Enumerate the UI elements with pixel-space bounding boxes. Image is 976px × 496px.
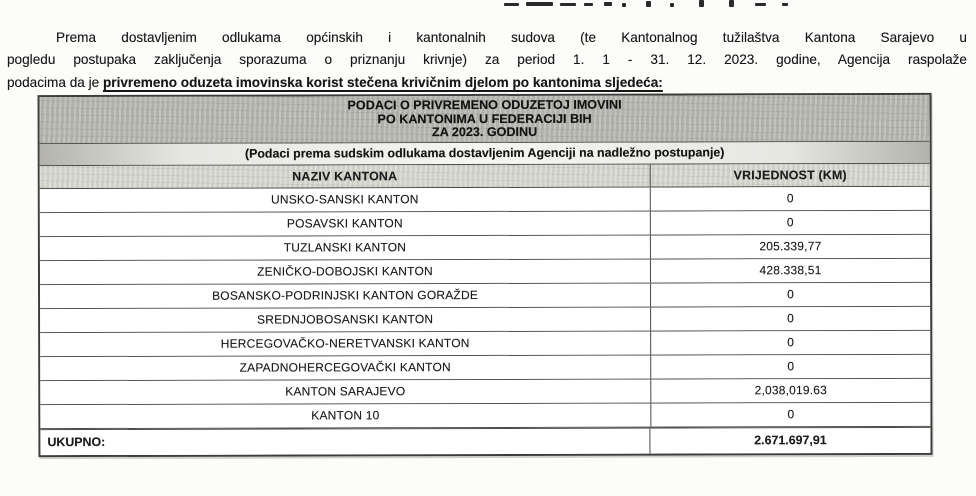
column-header-value: VRIJEDNOST (KM) <box>733 167 847 183</box>
canton-value-cell: 0 <box>786 191 794 206</box>
canton-value-cell: 0 <box>787 407 795 422</box>
canton-name-cell: BOSANSKO-PODRINJSKI KANTON GORAŽDE <box>40 283 651 308</box>
canton-name-cell: KANTON 10 <box>40 403 651 428</box>
canton-value-cell: 0 <box>786 215 794 230</box>
canton-value-cell: 0 <box>787 311 795 326</box>
paragraph-line-3-prefix: podacima da je <box>7 74 103 90</box>
table-row <box>40 331 930 357</box>
table-row <box>40 355 930 381</box>
cutoff-text-fragment <box>500 0 820 8</box>
table-row <box>40 379 930 405</box>
canton-name-cell: HERCEGOVAČKO-NERETVANSKI KANTON <box>40 331 651 356</box>
seized-assets-table <box>38 93 933 457</box>
paragraph-line-1: Prema dostavljenim odlukama općinskih i kantonalnih sudova (te Kantonalnog tužilaštva Kantona Sarajevo u <box>56 30 967 45</box>
canton-name-cell: ZAPADNOHERCEGOVAČKI KANTON <box>40 355 651 380</box>
table-row <box>40 259 930 285</box>
canton-value-cell: 2,038,019.63 <box>754 383 828 398</box>
canton-name-cell: ZENIČKO-DOBOJSKI KANTON <box>40 259 651 284</box>
column-header-canton-name: NAZIV KANTONA <box>40 164 651 188</box>
paragraph-line-2: pogledu postupaka zaključenja sporazuma o priznanju krivnje) za period 1. 1 - 31. 12. 2023. godine, Agencija raspolaže <box>7 52 967 68</box>
canton-value-cell: 428.338,51 <box>759 263 822 278</box>
table-subtitle: (Podaci prema sudskim odlukama dostavljenim Agenciji na nadležno postupanje) <box>40 142 930 166</box>
canton-value-cell: 205.339,77 <box>759 239 822 254</box>
total-value: 2.671.697,91 <box>754 433 827 448</box>
table-title-block <box>40 95 930 144</box>
table-total-row <box>40 427 930 455</box>
table-row <box>40 187 930 213</box>
table-row <box>40 283 930 309</box>
canton-name-cell: POSAVSKI KANTON <box>40 211 651 236</box>
paragraph-line-3-emphasis: privremeno oduzeta imovinska korist stečena krivičnim djelom po kantonima sljedeća: <box>102 74 663 90</box>
canton-name-cell: UNSKO-SANSKI KANTON <box>40 187 651 212</box>
table-row <box>40 235 930 261</box>
total-label: UKUPNO: <box>40 428 650 455</box>
intro-paragraph <box>7 27 967 94</box>
canton-name-cell: SREDNJOBOSANSKI KANTON <box>40 307 651 332</box>
table-row <box>40 307 930 333</box>
table-column-headers <box>40 164 930 189</box>
canton-value-cell: 0 <box>787 359 795 374</box>
canton-value-cell: 0 <box>787 335 795 350</box>
table-title-line-3: ZA 2023. GODINU <box>431 125 538 140</box>
paragraph-line-3 <box>7 72 967 94</box>
table-title-line-1: PODACI O PRIVREMENO ODUZETOJ IMOVINI <box>347 97 622 113</box>
canton-value-cell: 0 <box>787 287 795 302</box>
table-row <box>40 403 930 429</box>
canton-name-cell: KANTON SARAJEVO <box>40 379 651 404</box>
table-row <box>40 211 930 237</box>
table-title-line-2: PO KANTONIMA U FEDERACIJI BIH <box>377 111 592 126</box>
canton-name-cell: TUZLANSKI KANTON <box>40 235 651 260</box>
